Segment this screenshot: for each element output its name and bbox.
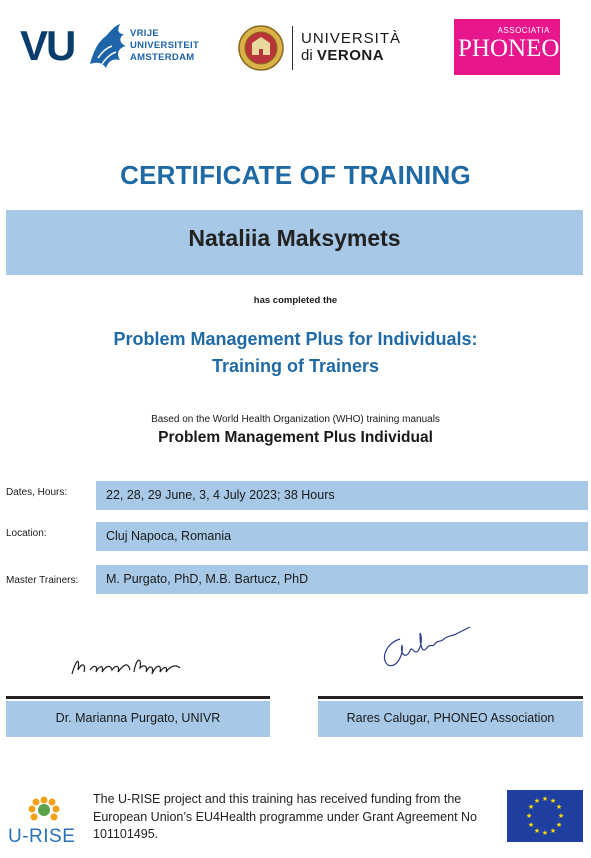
svg-text:★: ★: [541, 829, 549, 837]
signature-right: [378, 625, 474, 673]
dates-value: 22, 28, 29 June, 3, 4 July 2023; 38 Hours: [106, 488, 335, 502]
recipient-band: [6, 210, 583, 275]
phoneo-name: PHONEO: [458, 35, 560, 62]
logo-divider: [292, 26, 293, 70]
location-label: Location:: [6, 528, 47, 539]
svg-text:★: ★: [557, 812, 565, 820]
location-value: Cluj Napoca, Romania: [106, 529, 232, 543]
svg-text:★: ★: [555, 803, 563, 811]
signature-left: [68, 650, 188, 682]
certificate-title: CERTIFICATE OF TRAINING: [120, 160, 471, 190]
based-on-text: Based on the World Health Organization (WHO) training manuals: [151, 414, 440, 425]
urise-logo-text: U-RISE: [8, 826, 76, 847]
vu-logo-text: VRIJE UNIVERSITEIT AMSTERDAM: [130, 28, 200, 63]
trainers-value: M. Purgato, PhD, M.B. Bartucz, PhD: [106, 572, 309, 586]
dates-label: Dates, Hours:: [6, 487, 68, 498]
svg-text:★: ★: [555, 821, 563, 829]
completed-text: has completed the: [253, 295, 338, 306]
trainers-value-band: [96, 565, 588, 594]
svg-text:★: ★: [527, 821, 535, 829]
recipient-name: Nataliia Maksymets: [188, 225, 401, 251]
course-title: Problem Management Plus for Individuals: Training of Trainers: [113, 329, 478, 376]
dates-value-band: [96, 481, 588, 510]
svg-text:★: ★: [549, 797, 557, 805]
eu-flag-icon: [507, 790, 583, 842]
phoneo-assoc-label: ASSOCIATIA: [497, 26, 550, 35]
univr-logo-text: UNIVERSITÀ di VERONA: [301, 30, 402, 64]
signature-line-right: [318, 696, 583, 699]
svg-text:★: ★: [541, 795, 549, 803]
svg-text:★: ★: [525, 812, 533, 820]
svg-text:★: ★: [527, 803, 535, 811]
svg-text:★: ★: [549, 827, 557, 835]
vu-logo-mark: VU: [20, 22, 75, 69]
svg-text:★: ★: [533, 797, 541, 805]
griffin-icon: [84, 20, 128, 70]
signatory-left: Dr. Marianna Purgato, UNIVR: [6, 701, 270, 737]
phoneo-logo: [454, 19, 560, 75]
manual-title: Problem Management Plus Individual: [158, 429, 433, 446]
signatory-right: Rares Calugar, PHONEO Association: [318, 701, 583, 737]
university-seal-icon: [238, 25, 284, 71]
location-value-band: [96, 522, 588, 551]
trainers-label: Master Trainers:: [6, 575, 79, 586]
svg-text:★: ★: [533, 827, 541, 835]
signature-line-left: [6, 696, 270, 699]
funding-statement: The U-RISE project and this training has received funding from the European Union’s EU4Health programme under Grant Agreement No 101101495.: [93, 792, 478, 841]
